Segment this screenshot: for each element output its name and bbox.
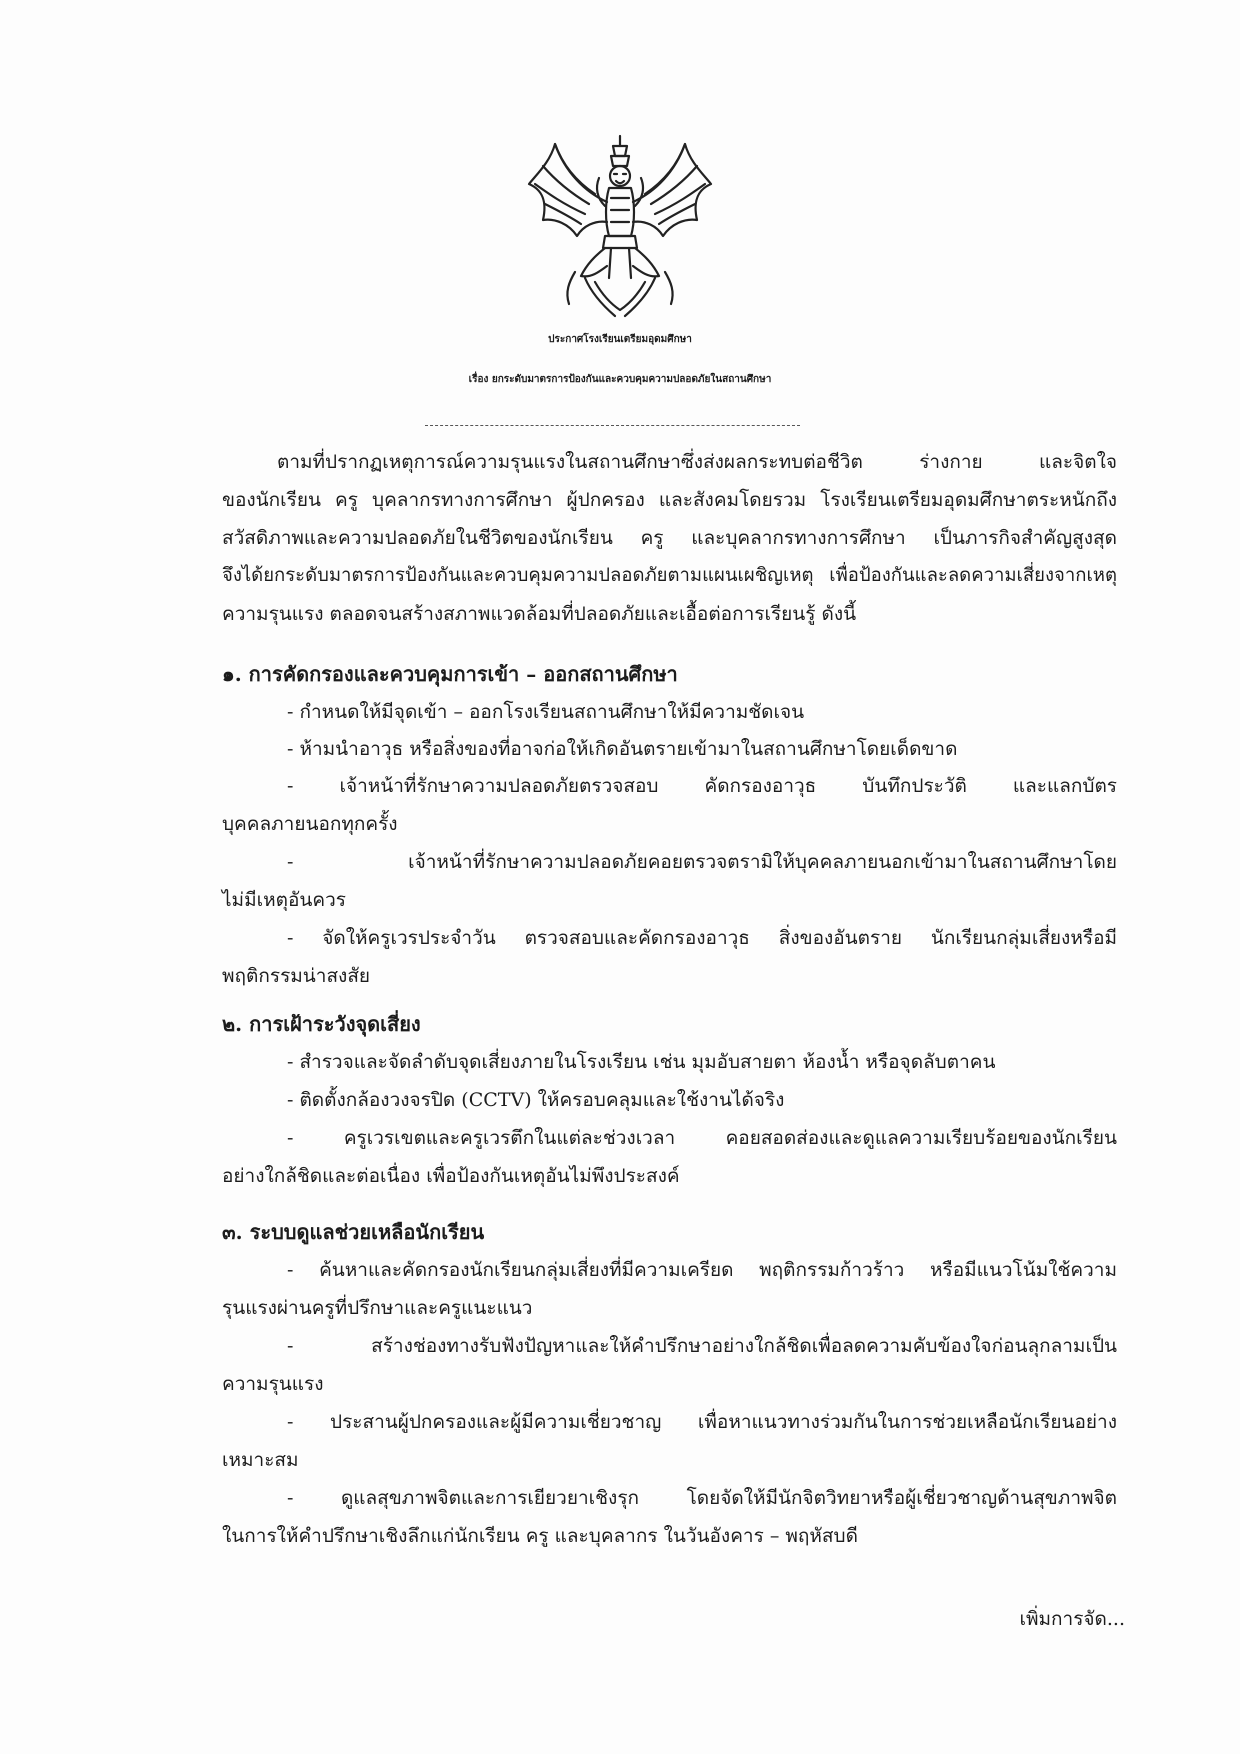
intro-line-1: ตามที่ปรากฏเหตุการณ์ความรุนแรงในสถานศึกษาซึ่งส่งผลกระทบต่อชีวิต ร่างกาย และจิตใจ: [277, 451, 1117, 473]
title-divider: [425, 425, 800, 426]
intro-line-3: สวัสดิภาพและความปลอดภัยในชีวิตของนักเรียน ครู และบุคลากรทางการศึกษา เป็นภารกิจสำคัญสูงสุด: [222, 527, 1117, 549]
section-3-item-3-cont: เหมาะสม: [222, 1449, 299, 1471]
section-1-item-3-cont: บุคคลภายนอกทุกครั้ง: [222, 813, 398, 835]
section-2-item-3-cont: อย่างใกล้ชิดและต่อเนื่อง เพื่อป้องกันเหตุอันไม่พึงประสงค์: [222, 1165, 680, 1187]
section-1-item-3: - เจ้าหน้าที่รักษาความปลอดภัยตรวจสอบ คัดกรองอาวุธ บันทึกประวัติ และแลกบัตร: [287, 775, 1117, 797]
intro-line-5: ความรุนแรง ตลอดจนสร้างสภาพแวดล้อมที่ปลอดภัยและเอื้อต่อการเรียนรู้ ดังนี้: [222, 603, 857, 625]
announcement-subject: เรื่อง ยกระดับมาตรการป้องกันและควบคุมความปลอดภัยในสถานศึกษา: [468, 374, 772, 385]
section-3-item-1: - ค้นหาและคัดกรองนักเรียนกลุ่มเสี่ยงที่มีความเครียด พฤติกรรมก้าวร้าว หรือมีแนวโน้มใช้ความ: [287, 1259, 1117, 1281]
section-1-item-5-cont: พฤติกรรมน่าสงสัย: [222, 965, 371, 987]
section-3-item-1-cont: รุนแรงผ่านครูที่ปรึกษาและครูแนะแนว: [222, 1297, 533, 1319]
continued-note: เพิ่มการจัด...: [1019, 1608, 1125, 1630]
section-1-item-4: - เจ้าหน้าที่รักษาความปลอดภัยคอยตรวจตรามิให้บุคคลภายนอกเข้ามาในสถานศึกษาโดย: [287, 851, 1117, 873]
section-1-heading: ๑. การคัดกรองและควบคุมการเข้า – ออกสถานศึกษา: [222, 662, 678, 686]
section-1-item-2: - ห้ามนำอาวุธ หรือสิ่งของที่อาจก่อให้เกิดอันตรายเข้ามาในสถานศึกษาโดยเด็ดขาด: [287, 738, 958, 760]
section-2-heading: ๒. การเฝ้าระวังจุดเสี่ยง: [222, 1012, 421, 1036]
announcement-title: ประกาศโรงเรียนเตรียมอุดมศึกษา: [548, 334, 692, 345]
intro-line-4: จึงได้ยกระดับมาตรการป้องกันและควบคุมความปลอดภัยตามแผนเผชิญเหตุ เพื่อป้องกันและลดความเสี่ยงจากเหตุ: [222, 565, 1117, 586]
section-3-item-2-cont: ความรุนแรง: [222, 1373, 324, 1395]
section-2-item-2: - ติดตั้งกล้องวงจรปิด (CCTV) ให้ครอบคลุมและใช้งานได้จริง: [287, 1089, 785, 1111]
section-3-heading: ๓. ระบบดูแลช่วยเหลือนักเรียน: [222, 1220, 485, 1244]
section-1-item-1: - กำหนดให้มีจุดเข้า – ออกโรงเรียนสถานศึกษาให้มีความชัดเจน: [287, 701, 805, 723]
section-3-item-4: - ดูแลสุขภาพจิตและการเยียวยาเชิงรุก โดยจัดให้มีนักจิตวิทยาหรือผู้เชี่ยวชาญด้านสุขภาพจิต: [287, 1487, 1117, 1509]
section-3-item-4-cont: ในการให้คำปรึกษาเชิงลึกแก่นักเรียน ครู และบุคลากร ในวันอังคาร – พฤหัสบดี: [222, 1525, 858, 1547]
section-2-item-1: - สำรวจและจัดลำดับจุดเสี่ยงภายในโรงเรียน เช่น มุมอับสายตา ห้องน้ำ หรือจุดลับตาคน: [287, 1051, 996, 1073]
section-2-item-3: - ครูเวรเขตและครูเวรตึกในแต่ละช่วงเวลา คอยสอดส่องและดูแลความเรียบร้อยของนักเรียน: [287, 1127, 1117, 1149]
section-1-item-5: - จัดให้ครูเวรประจำวัน ตรวจสอบและคัดกรองอาวุธ สิ่งของอันตราย นักเรียนกลุ่มเสี่ยงหรือมี: [287, 927, 1117, 949]
garuda-emblem-icon: [525, 132, 715, 320]
intro-line-2: ของนักเรียน ครู บุคลากรทางการศึกษา ผู้ปกครอง และสังคมโดยรวม โรงเรียนเตรียมอุดมศึกษาตระหนักถึง: [222, 489, 1117, 511]
section-3-item-2: - สร้างช่องทางรับฟังปัญหาและให้คำปรึกษาอย่างใกล้ชิดเพื่อลดความคับข้องใจก่อนลุกลามเป็น: [287, 1335, 1117, 1357]
section-3-item-3: - ประสานผู้ปกครองและผู้มีความเชี่ยวชาญ เพื่อหาแนวทางร่วมกันในการช่วยเหลือนักเรียนอย่าง: [287, 1411, 1117, 1433]
section-1-item-4-cont: ไม่มีเหตุอันควร: [222, 889, 346, 911]
